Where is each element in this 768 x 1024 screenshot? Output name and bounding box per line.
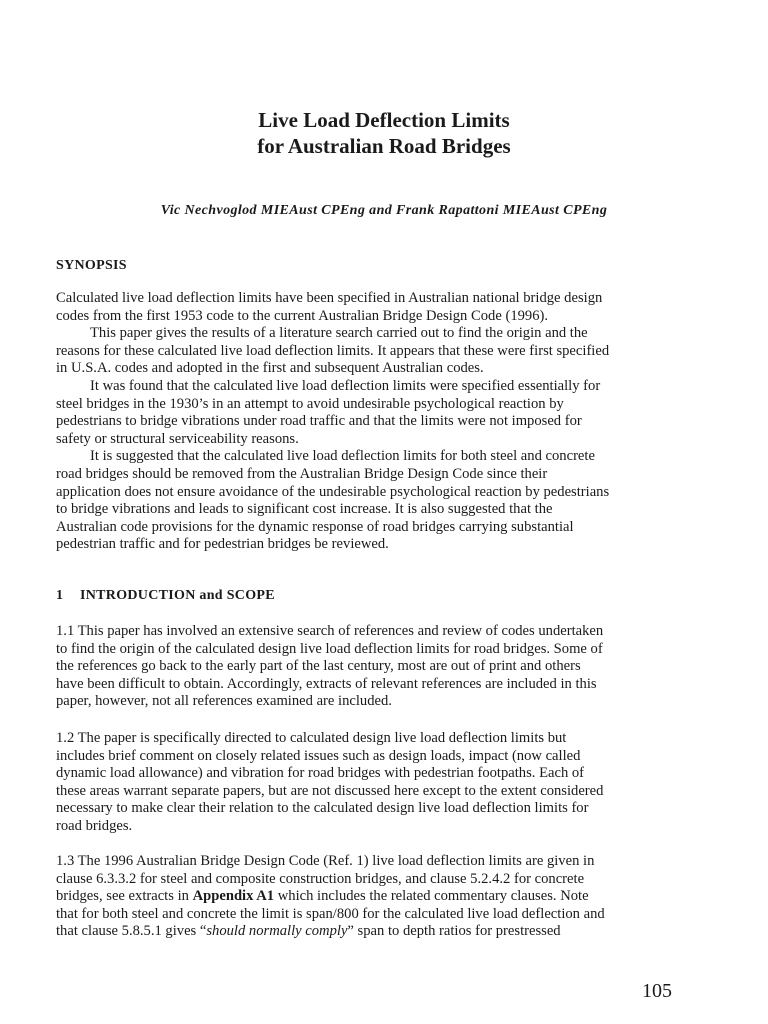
synopsis-line: safety or structural serviceability reasons. — [56, 430, 299, 447]
page-number: 105 — [642, 980, 672, 1002]
text-run: that clause 5.8.5.1 gives “ — [56, 923, 207, 940]
title-line-2: for Australian Road Bridges — [257, 134, 511, 158]
section-heading-bold: INTRODUCTION — [80, 588, 196, 603]
title-line-1: Live Load Deflection Limits — [258, 108, 510, 132]
synopsis-line: Calculated live load deflection limits have been specified in Australian national bridge design — [56, 290, 603, 306]
paragraph-line: necessary to make clear their relation to the calculated design live load deflection limits for — [56, 800, 589, 817]
section-number: 1 — [56, 588, 64, 603]
synopsis-line: codes from the first 1953 code to the current Australian Bridge Design Code (1996). — [56, 307, 549, 324]
authors: Vic Nechvoglod MIEAust CPEng and Frank Rapattoni MIEAust CPEng — [160, 203, 608, 218]
paragraph-line: clause 6.3.3.2 for steel and composite construction bridges, and clause 5.2.4.2 for concrete — [56, 870, 585, 887]
synopsis-line: in U.S.A. codes and adopted in the first and subsequent Australian codes. — [56, 360, 484, 377]
synopsis-body — [56, 290, 716, 554]
paragraph-1-3 — [56, 853, 716, 941]
paragraph-line: road bridges. — [56, 817, 133, 834]
synopsis-line: road bridges should be removed from the Australian Bridge Design Code since their — [56, 465, 548, 482]
synopsis-heading: SYNOPSIS — [56, 258, 127, 273]
paragraph-line: these areas warrant separate papers, but are not discussed here except to the extent considered — [56, 782, 604, 799]
paragraph-line: 1.2 The paper is specifically directed to calculated design live load deflection limits but — [56, 730, 567, 746]
synopsis-line: pedestrians to bridge vibrations under road traffic and that the limits were not imposed for — [56, 413, 582, 430]
text-run: bridges, see extracts in — [56, 888, 193, 905]
paragraph-line: have been difficult to obtain. Accordingly, extracts of relevant references are included in this — [56, 675, 597, 692]
paragraph-line: includes brief comment on closely related issues such as design loads, impact (now called — [56, 747, 581, 764]
paragraph-line: that for both steel and concrete the limit is span/800 for the calculated live load deflection and — [56, 905, 605, 922]
section-heading-rest: and SCOPE — [195, 588, 275, 603]
synopsis-line: It is suggested that the calculated live load deflection limits for both steel and concrete — [90, 448, 595, 465]
synopsis-line: pedestrian traffic and for pedestrian bridges be reviewed. — [56, 536, 389, 553]
synopsis-line: steel bridges in the 1930’s in an attempt to avoid undesirable psychological reaction by — [56, 395, 564, 412]
paragraph-line: to find the origin of the calculated design live load deflection limits for road bridges. Some of — [56, 640, 603, 657]
paragraph-line: dynamic load allowance) and vibration for road bridges with pedestrian footpaths. Each of — [56, 765, 585, 782]
paragraph-line — [56, 888, 716, 906]
synopsis-line: It was found that the calculated live load deflection limits were specified essentially for — [90, 377, 601, 394]
text-run: which includes the related commentary clauses. Note — [274, 888, 589, 905]
synopsis-line: Australian code provisions for the dynamic response of road bridges carrying substantial — [56, 518, 574, 535]
paragraph-line: the references go back to the early part of the last century, most are out of print and others — [56, 658, 581, 675]
paragraph-line: 1.3 The 1996 Australian Bridge Design Code (Ref. 1) live load deflection limits are given in — [56, 853, 595, 869]
appendix-reference: Appendix A1 — [192, 888, 275, 905]
section-1-heading — [56, 588, 275, 604]
paragraph-1-1 — [56, 623, 716, 711]
paragraph-line: paper, however, not all references examined are included. — [56, 693, 392, 710]
paragraph-1-2 — [56, 730, 716, 836]
paragraph-line: 1.1 This paper has involved an extensive search of references and review of codes undertaken — [56, 623, 604, 639]
synopsis-line: to bridge vibrations and leads to significant cost increase. It is also suggested that the — [56, 501, 553, 518]
synopsis-line: application does not ensure avoidance of the undesirable psychological reaction by pedestrians — [56, 483, 610, 500]
synopsis-line: This paper gives the results of a literature search carried out to find the origin and the — [90, 325, 588, 342]
text-run: ” span to depth ratios for prestressed — [347, 923, 561, 940]
italic-quote: should normally comply — [206, 923, 348, 940]
synopsis-line: reasons for these calculated live load deflection limits. It appears that these were first specified — [56, 342, 610, 359]
paragraph-line — [56, 923, 716, 941]
